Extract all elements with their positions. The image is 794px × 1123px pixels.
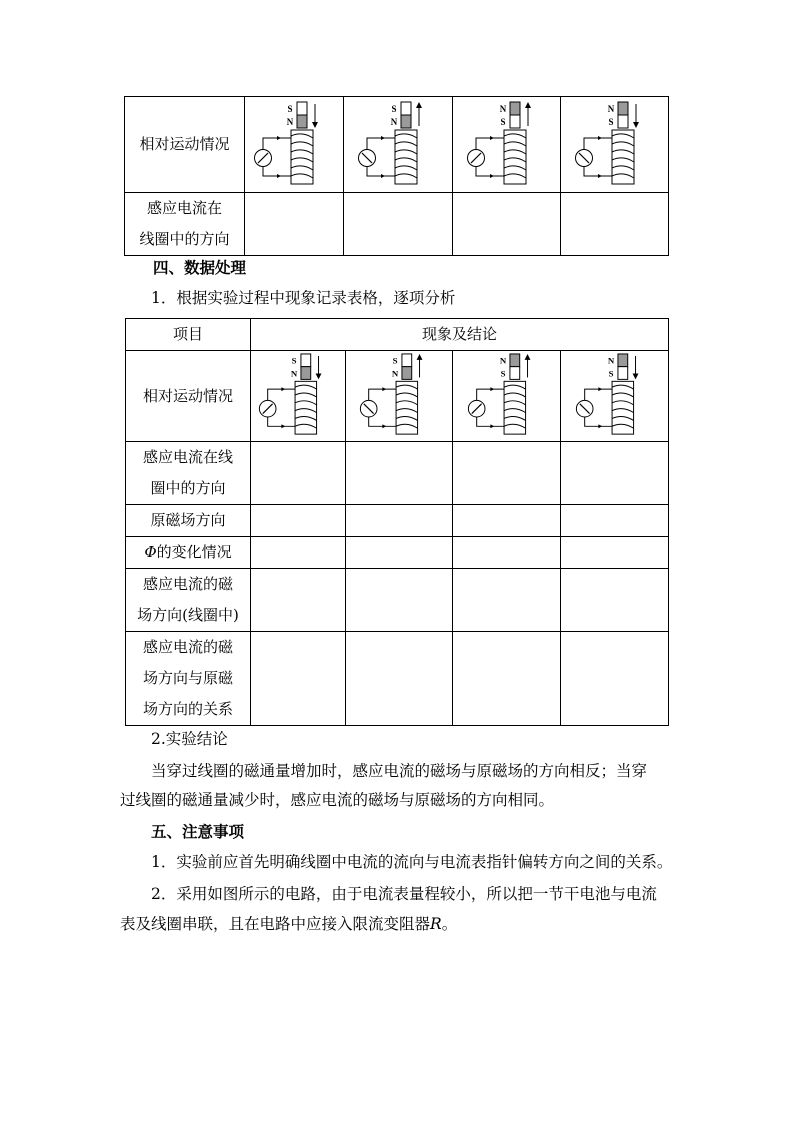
magnet-bottom-half	[402, 367, 412, 380]
magnet-top-half	[402, 354, 412, 367]
pole-label-bottom: N	[390, 116, 398, 127]
current-arrow	[598, 387, 602, 391]
magnet-coil-diagram	[253, 352, 343, 440]
motion-arrow-head	[417, 354, 423, 360]
magnet-top-half	[301, 354, 311, 367]
empty-cell	[251, 442, 346, 505]
empty-cell	[561, 505, 669, 537]
row-label-induced-field	[126, 569, 251, 632]
label-line: 圈中的方向	[150, 479, 226, 497]
magnet-coil-diagram	[249, 100, 339, 190]
motion-arrow-head	[416, 102, 422, 108]
header-result: 现象及结论	[251, 319, 669, 351]
header-item: 项目	[126, 319, 251, 351]
magnet-coil-diagram	[570, 100, 660, 190]
section4-heading: 四、数据处理	[153, 258, 247, 277]
note-2-text: 表及线圈串联，且在电路中应接入限流变阻器	[120, 915, 431, 933]
current-arrow	[277, 174, 281, 178]
magnet-top-half	[509, 354, 519, 367]
motion-arrow-head	[525, 102, 531, 108]
empty-cell	[251, 569, 346, 632]
empty-cell	[453, 442, 561, 505]
pole-label-bottom: S	[608, 368, 614, 379]
current-arrow	[490, 387, 494, 391]
current-arrow	[490, 136, 494, 140]
section5-heading: 五、注意事项	[151, 822, 245, 841]
note-1: 1．实验前应首先明确线圈中电流的流向与电流表指针偏转方向之间的关系。	[151, 853, 673, 871]
note-2-line-2	[120, 913, 457, 935]
current-arrow	[490, 424, 494, 428]
diagram-cell	[251, 351, 346, 442]
flux-change-text: 的变化情况	[156, 543, 232, 561]
current-arrow	[281, 424, 285, 428]
empty-cell	[251, 505, 346, 537]
current-arrow	[382, 387, 386, 391]
empty-cell	[453, 632, 561, 726]
current-arrow	[382, 424, 386, 428]
current-arrow	[281, 387, 285, 391]
pole-label-top: S	[392, 355, 398, 366]
magnet-coil-diagram	[462, 352, 552, 440]
diagram-cell	[453, 351, 561, 442]
magnet-top-half	[510, 102, 520, 115]
motion-arrow-head	[633, 122, 639, 128]
resistor-symbol: R	[430, 915, 442, 933]
magnet-bottom-half	[509, 367, 519, 380]
pole-label-bottom: N	[391, 368, 399, 379]
step1-text: 1．根据实验过程中现象记录表格，逐项分析	[151, 289, 456, 307]
pole-label-top: N	[607, 355, 614, 366]
empty-cell	[453, 537, 561, 569]
empty-cell	[561, 193, 669, 256]
pole-label-bottom: N	[286, 116, 294, 127]
empty-cell	[561, 632, 669, 726]
current-arrow	[598, 136, 602, 140]
empty-cell	[561, 442, 669, 505]
magnet-coil-diagram	[354, 352, 444, 440]
label-line: 场方向(线圈中)	[137, 606, 239, 624]
magnet-top-half	[297, 102, 307, 115]
empty-cell	[561, 569, 669, 632]
diagram-cell	[453, 97, 561, 193]
empty-cell	[251, 632, 346, 726]
row-label-relative-motion: 相对运动情况	[125, 97, 245, 193]
pole-label-top: S	[391, 103, 397, 114]
magnet-bottom-half	[401, 115, 411, 128]
empty-cell	[346, 505, 453, 537]
magnet-coil-diagram	[462, 100, 552, 190]
row-label-original-field: 原磁场方向	[126, 505, 251, 537]
diagram-cell	[346, 351, 453, 442]
diagram-cell	[245, 97, 344, 193]
row-label-relation	[126, 632, 251, 726]
empty-cell	[561, 537, 669, 569]
row-label-flux-change	[126, 537, 251, 569]
magnet-bottom-half	[301, 367, 311, 380]
label-line: 线圈中的方向	[139, 230, 230, 248]
current-arrow	[598, 174, 602, 178]
magnet-coil-diagram	[353, 100, 443, 190]
conclusion-line-1: 当穿过线圈的磁通量增加时，感应电流的磁场与原磁场的方向相反；当穿	[151, 762, 648, 780]
label-line: 场方向与原磁	[142, 669, 233, 687]
label-line: 感应电流的磁	[142, 638, 233, 656]
conclusion-line-2: 过线圈的磁通量减少时，感应电流的磁场与原磁场的方向相同。	[120, 791, 555, 809]
label-line: 感应电流在线	[142, 448, 233, 466]
empty-cell	[245, 193, 344, 256]
diagram-cell	[561, 351, 669, 442]
pole-label-bottom: S	[607, 116, 614, 127]
pole-label-top: N	[499, 103, 506, 114]
empty-cell	[453, 193, 561, 256]
label-line: 感应电流在	[146, 199, 222, 217]
magnet-bottom-half	[618, 115, 628, 128]
label-line: 场方向的关系	[142, 700, 233, 718]
phi-symbol: Φ	[144, 543, 157, 561]
note-2-line-1: 2．采用如图所示的电路，由于电流表量程较小，所以把一节干电池与电流	[151, 885, 657, 903]
empty-cell	[453, 505, 561, 537]
current-arrow	[277, 136, 281, 140]
empty-cell	[453, 569, 561, 632]
pole-label-bottom: N	[290, 368, 298, 379]
table-motion-current	[124, 96, 669, 256]
diagram-cell	[344, 97, 453, 193]
table-data-processing	[125, 318, 669, 726]
magnet-top-half	[401, 102, 411, 115]
pole-label-top: S	[291, 355, 297, 366]
pole-label-top: N	[499, 355, 506, 366]
current-arrow	[381, 174, 385, 178]
label-line: 感应电流的磁	[142, 575, 233, 593]
motion-arrow-head	[316, 374, 322, 380]
empty-cell	[346, 569, 453, 632]
empty-cell	[346, 442, 453, 505]
conclusion-heading: 2.实验结论	[151, 730, 228, 748]
motion-arrow-head	[312, 122, 318, 128]
current-arrow	[490, 174, 494, 178]
magnet-bottom-half	[297, 115, 307, 128]
pole-label-top: N	[607, 103, 614, 114]
magnet-top-half	[618, 102, 628, 115]
motion-arrow-head	[524, 354, 530, 360]
magnet-coil-diagram	[570, 352, 660, 440]
magnet-top-half	[617, 354, 627, 367]
current-arrow	[381, 136, 385, 140]
motion-arrow-head	[632, 374, 638, 380]
note-2-period: 。	[441, 915, 458, 933]
empty-cell	[251, 537, 346, 569]
row-label-relative-motion: 相对运动情况	[126, 351, 251, 442]
pole-label-top: S	[287, 103, 293, 114]
current-arrow	[598, 424, 602, 428]
magnet-bottom-half	[510, 115, 520, 128]
empty-cell	[346, 537, 453, 569]
pole-label-bottom: S	[499, 116, 506, 127]
pole-label-bottom: S	[500, 368, 506, 379]
empty-cell	[346, 632, 453, 726]
row-label-current-direction	[126, 442, 251, 505]
magnet-bottom-half	[617, 367, 627, 380]
row-label-current-direction	[125, 193, 245, 256]
empty-cell	[344, 193, 453, 256]
diagram-cell	[561, 97, 669, 193]
